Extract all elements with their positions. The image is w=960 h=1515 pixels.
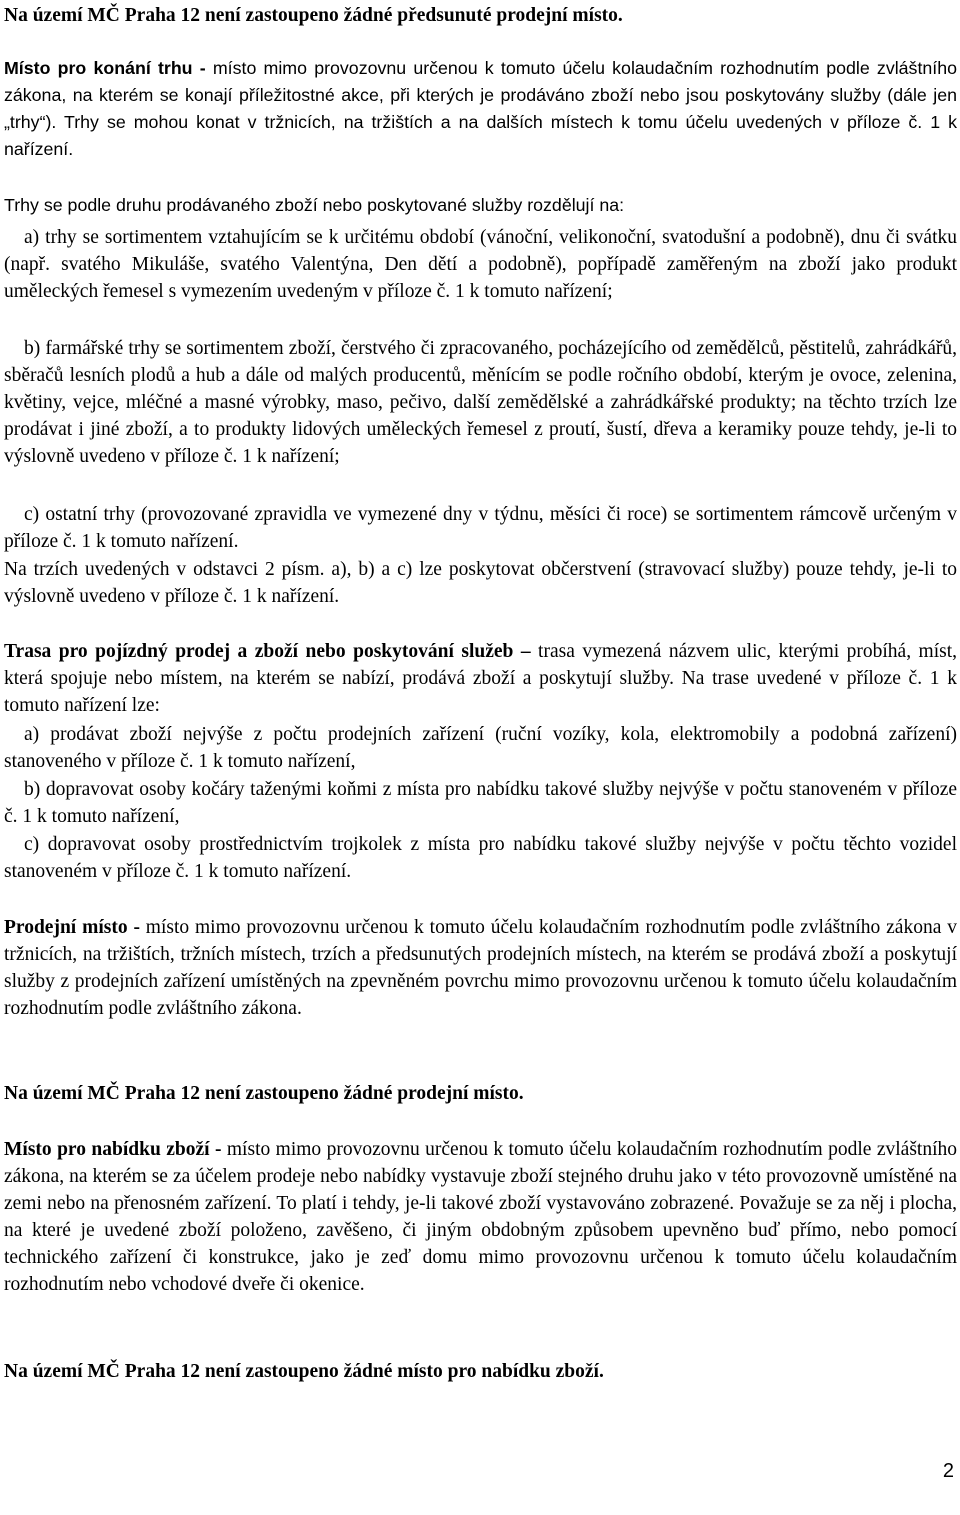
page-number: 2: [942, 1460, 954, 1482]
section-trasa: [4, 638, 957, 719]
term-trasa: Trasa pro pojízdný prodej a zboží nebo poskytování služeb –: [4, 641, 531, 662]
term-misto-nabidka: Místo pro nabídku zboží -: [4, 1139, 227, 1160]
trasa-item-a: a) prodávat zboží nejvýše z počtu prodejních zařízení (ruční vozíky, kola, elektromobily a podobná zařízení) stanoveného v příloze č. 1 k tomuto nařízení,: [4, 724, 957, 772]
term-prodejni-misto: Prodejní místo -: [4, 917, 146, 938]
definition-misto-konani-trhu: místo mimo provozovnu určenou k tomuto účelu kolaudačním rozhodnutím podle zvláštního zákona, na kterém se konají příležitostné akce, při kterých je prodáváno zboží nebo jsou poskytovány služby (dále jen „trhy“). Trhy se mohou konat v tržnicích, na tržištích a na dalších místech k tomu účelu uvedených v příloze č. 1 k nařízení.: [4, 58, 957, 159]
trhy-item-a: a) trhy se sortimentem vztahujícím se k určitému období (vánoční, velikonoční, svatodušní a podobně), dnu či svátku (např. svatého Mikuláše, svatého Valentýna, Den dětí a podobně), popřípadě zaměřeným na zboží jako produkt uměleckých řemesel s vymezením uvedeným v příloze č. 1 k tomuto nařízení;: [4, 227, 957, 302]
definition-misto-nabidka: místo mimo provozovnu určenou k tomuto účelu kolaudačním rozhodnutím podle zvláštního zákona, na kterém se za účelem prodeje nebo nabídky vystavuje zboží stejného druhu jako v této provozovně umístěné na zemi nebo na přenosném zařízení. To platí i tehdy, je-li takové zboží vystavováno zobrazené. Považuje se za něj i plocha, na které je uvedené zboží položeno, zavěšeno, či jiným obdobným způsobem upevněno buď přímo, nebo pomocí technického zařízení či konstrukce, jako je zeď domu mimo provozovnu určenou k tomuto účelu kolaudačním rozhodnutím nebo vchodové dveře či okenice.: [4, 1139, 958, 1295]
trhy-outro: Na trzích uvedených v odstavci 2 písm. a), b) a c) lze poskytovat občerstvení (stravovací služby) pouze tehdy, je-li to výslovně uvedeno v příloze č. 1 k nařízení.: [4, 559, 957, 607]
section-misto-nabidka: [4, 1136, 957, 1298]
trhy-item-b: b) farmářské trhy se sortimentem zboží, čerstvého či zpracovaného, pocházejícího od zemědělců, pěstitelů, zahrádkářů, sběračů lesních plodů a hub a dále od malých producentů, měnícím se podle ročního období, kterým je ovoce, zelenina, květiny, vejce, mléčné a masné výrobky, maso, pečivo, další zemědělské a zahrádkářské produkty; na těchto trzích lze prodávat i jiné zboží, a to produkty lidových uměleckých řemesel z proutí, šustí, dřeva a keramiky pouze tehdy, je-li to výslovně uvedeno v příloze č. 1 k nařízení;: [4, 338, 957, 467]
term-misto-konani-trhu: Místo pro konání trhu -: [4, 58, 213, 78]
section-misto-konani-trhu: [4, 55, 957, 163]
notice-prodejni-misto: Na území MČ Praha 12 není zastoupeno žádné prodejní místo.: [4, 1083, 524, 1104]
notice-misto-nabidka: Na území MČ Praha 12 není zastoupeno žádné místo pro nabídku zboží.: [4, 1361, 604, 1382]
definition-trasa: trasa vymezená názvem ulic, kterými probíhá, míst, která spojuje nebo místem, na kterém se nabízí, prodává zboží a poskytují služby. Na trase uvedené v příloze č. 1 k tomuto nařízení lze:: [4, 641, 958, 716]
trasa-item-b: b) dopravovat osoby kočáry taženými koňmi z místa pro nabídku takové služby nejvýše v počtu stanoveném v příloze č. 1 k tomuto nařízení,: [4, 779, 957, 827]
trhy-item-c: c) ostatní trhy (provozované zpravidla ve vymezené dny v týdnu, měsíci či roce) se sortimentem rámcově určeným v příloze č. 1 k tomuto nařízení.: [4, 504, 957, 552]
definition-prodejni-misto: místo mimo provozovnu určenou k tomuto účelu kolaudačním rozhodnutím podle zvláštního zákona v tržnicích, na tržištích, tržních místech, trzích a předsunutých prodejních místech, na kterém se prodává zboží a poskytují služby z prodejních zařízení umístěných na zpevněném povrchu mimo provozovnu určenou k tomuto účelu kolaudačním rozhodnutím podle zvláštního zákona.: [4, 917, 957, 1019]
trasa-item-c: c) dopravovat osoby prostřednictvím trojkolek z místa pro nabídku takové služby nejvýše v počtu těchto vozidel stanoveném v příloze č. 1 k tomuto nařízení.: [4, 834, 957, 882]
notice-predsunute: Na území MČ Praha 12 není zastoupeno žádné předsunuté prodejní místo.: [4, 5, 623, 26]
section-prodejni-misto: [4, 914, 957, 1022]
trhy-intro: Trhy se podle druhu prodávaného zboží nebo poskytované služby rozdělují na:: [4, 195, 625, 215]
